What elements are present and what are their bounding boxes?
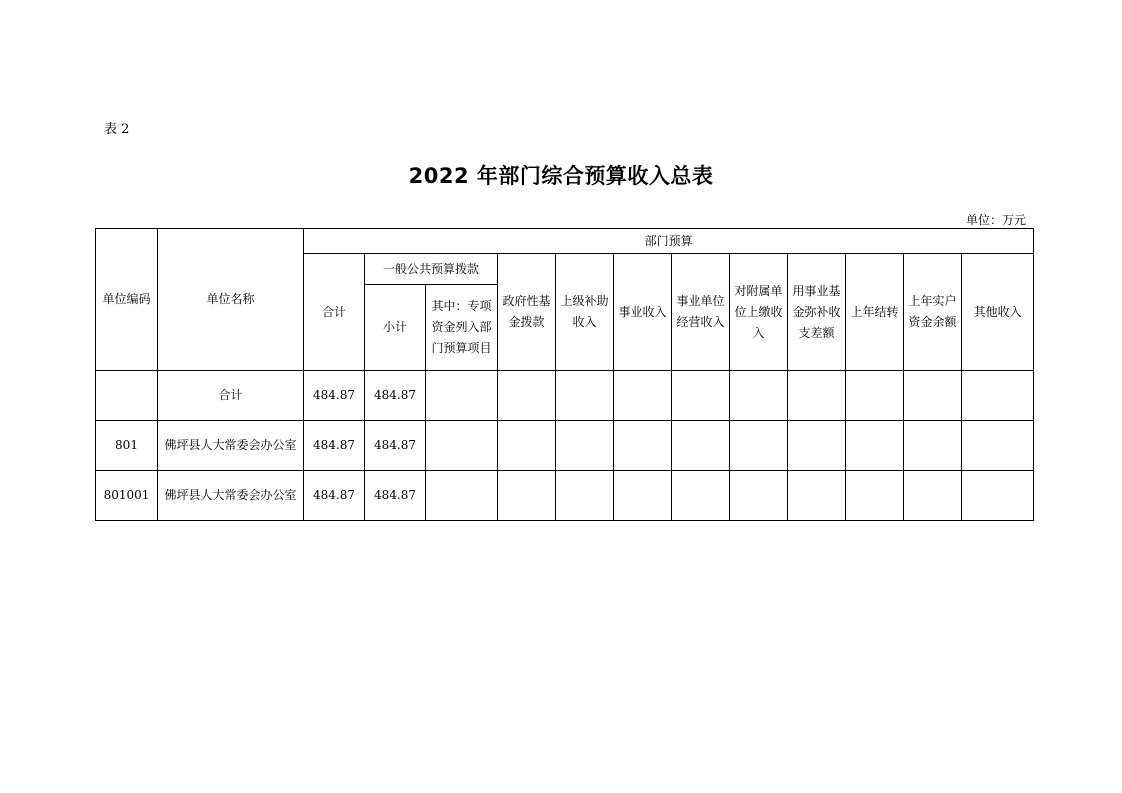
cell-empty — [730, 471, 788, 521]
cell-empty — [788, 421, 846, 471]
table-row — [96, 421, 1034, 471]
header-unit-name: 单位名称 — [158, 229, 304, 371]
cell-empty — [498, 371, 556, 421]
cell-empty — [672, 421, 730, 471]
cell-total: 484.87 — [304, 471, 365, 521]
cell-empty — [614, 471, 672, 521]
cell-empty — [962, 371, 1034, 421]
table-label: 表 2 — [104, 122, 130, 137]
cell-subtotal: 484.87 — [365, 471, 426, 521]
header-dept-budget: 部门预算 — [304, 229, 1034, 254]
cell-empty — [788, 471, 846, 521]
header-business-operating — [672, 254, 730, 371]
cell-empty — [904, 371, 962, 421]
header-business-income-label: 事业收入 — [618, 304, 667, 319]
budget-table — [95, 228, 1034, 521]
header-prior-balance — [904, 254, 962, 371]
cell-empty — [846, 371, 904, 421]
cell-subtotal: 484.87 — [365, 371, 426, 421]
table-row — [96, 371, 1034, 421]
cell-empty — [672, 371, 730, 421]
cell-name: 合计 — [158, 371, 304, 421]
unit-label: 单位：万元 — [965, 213, 1026, 227]
cell-empty — [962, 421, 1034, 471]
header-total: 合计 — [304, 254, 365, 371]
header-special-funds-label: 其中：专项资金列入部门预算项目 — [431, 299, 492, 355]
header-upper-subsidy — [556, 254, 614, 371]
cell-empty — [426, 421, 498, 471]
cell-code: 801 — [96, 421, 158, 471]
cell-name: 佛坪县人大常委会办公室 — [158, 421, 304, 471]
cell-empty — [498, 421, 556, 471]
cell-empty — [426, 471, 498, 521]
cell-empty — [846, 471, 904, 521]
header-unit-code: 单位编码 — [96, 229, 158, 371]
cell-empty — [788, 371, 846, 421]
cell-empty — [556, 471, 614, 521]
cell-empty — [730, 421, 788, 471]
cell-empty — [730, 371, 788, 421]
cell-code: 801001 — [96, 471, 158, 521]
page-title: 2022 年部门综合预算收入总表 — [408, 164, 714, 188]
cell-name: 佛坪县人大常委会办公室 — [158, 471, 304, 521]
header-general-public: 一般公共预算拨款 — [365, 254, 498, 285]
header-carryover — [846, 254, 904, 371]
cell-empty — [614, 421, 672, 471]
header-fund-offset-label: 用事业基金弥补收支差额 — [792, 283, 841, 340]
cell-empty — [962, 471, 1034, 521]
header-row-1 — [96, 229, 1034, 254]
cell-total: 484.87 — [304, 421, 365, 471]
table-row — [96, 471, 1034, 521]
header-business-operating-label: 事业单位经营收入 — [676, 294, 725, 329]
header-affiliated-income-label: 对附属单位上缴收入 — [734, 283, 783, 340]
cell-empty — [556, 421, 614, 471]
header-gov-fund-label: 政府性基金拨款 — [502, 294, 551, 329]
header-other-income-label: 其他收入 — [973, 304, 1022, 319]
cell-total: 484.87 — [304, 371, 365, 421]
cell-empty — [614, 371, 672, 421]
header-other-income — [962, 254, 1034, 371]
cell-empty — [672, 471, 730, 521]
cell-empty — [426, 371, 498, 421]
cell-empty — [904, 421, 962, 471]
header-affiliated-income — [730, 254, 788, 371]
header-gov-fund — [498, 254, 556, 371]
cell-empty — [556, 371, 614, 421]
header-special-funds — [426, 285, 498, 371]
cell-code — [96, 371, 158, 421]
header-prior-balance-label: 上年实户资金余额 — [908, 294, 957, 329]
cell-empty — [904, 471, 962, 521]
header-carryover-label: 上年结转 — [850, 304, 899, 319]
cell-empty — [846, 421, 904, 471]
header-business-income — [614, 254, 672, 371]
cell-empty — [498, 471, 556, 521]
header-upper-subsidy-label: 上级补助收入 — [560, 294, 609, 329]
header-subtotal: 小计 — [365, 285, 426, 371]
cell-subtotal: 484.87 — [365, 421, 426, 471]
header-fund-offset — [788, 254, 846, 371]
